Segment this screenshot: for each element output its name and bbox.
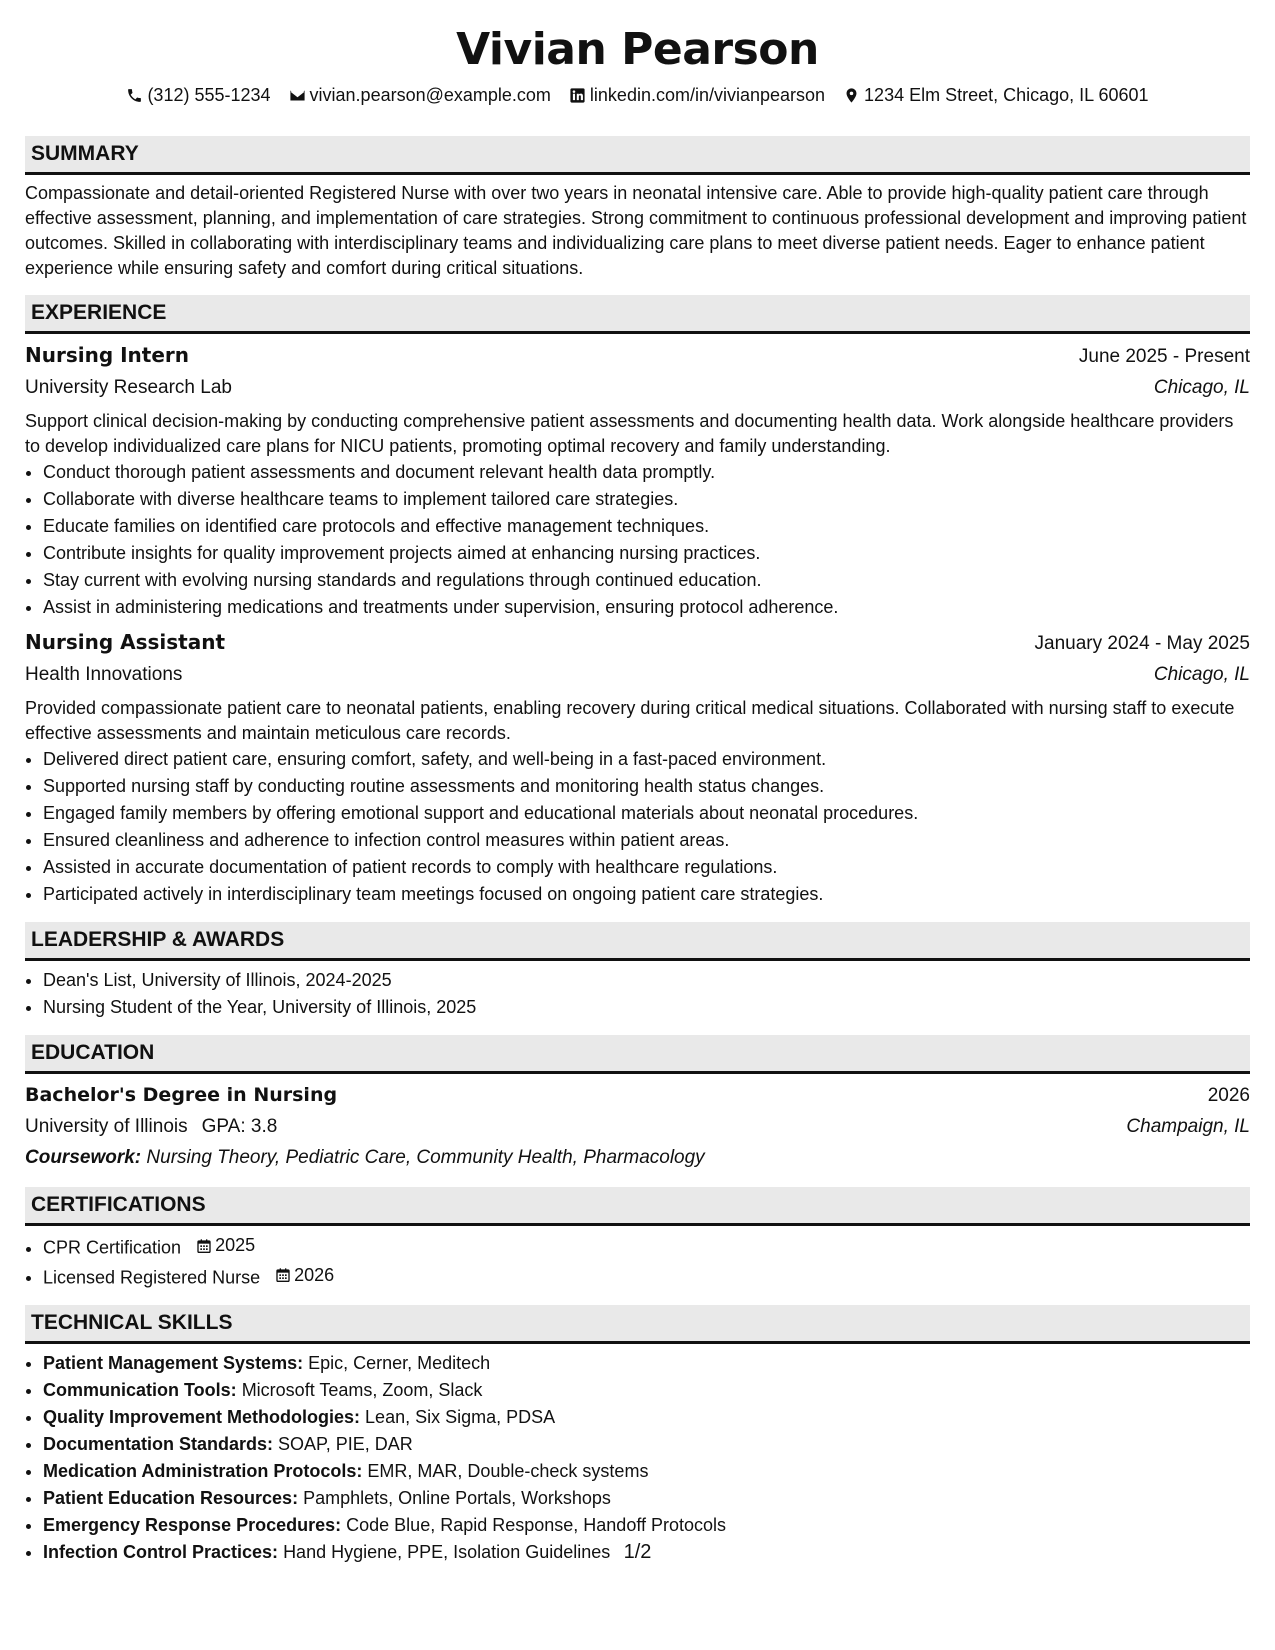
skill-value: Code Blue, Rapid Response, Handoff Protocols xyxy=(346,1515,727,1535)
education-location: Champaign, IL xyxy=(1126,1116,1250,1137)
job-dates: June 2025 - Present xyxy=(1078,346,1250,367)
skill-label: Medication Administration Protocols: xyxy=(43,1461,363,1481)
skill-value: Hand Hygiene, PPE, Isolation Guidelines xyxy=(283,1542,611,1562)
list-item: • Delivered direct patient care, ensuring comfort, safety, and well-being in a fast-paced environment. xyxy=(43,746,1250,773)
list-item: • Dean's List, University of Illinois, 2024-2025 xyxy=(43,967,1250,994)
job-location: Chicago, IL xyxy=(1153,377,1250,398)
list-item xyxy=(43,1232,1250,1262)
list-item xyxy=(43,1458,1250,1485)
job-description: Provided compassionate patient care to neonatal patients, enabling recovery during critical medical situations. Collaborated with nursing staff to execute effective assessments and maintain meticulous care records. xyxy=(25,698,1235,743)
list-item xyxy=(43,1350,1250,1377)
contact-bar xyxy=(25,82,1250,108)
certification-name: Licensed Registered Nurse xyxy=(43,1267,261,1287)
education-school: University of Illinois xyxy=(25,1116,188,1137)
phone-text: (312) 555-1234 xyxy=(147,85,271,105)
list-item xyxy=(43,1404,1250,1431)
skill-value: Epic, Cerner, Meditech xyxy=(308,1353,491,1373)
job-organization: University Research Lab xyxy=(25,377,232,398)
section-header-education: EDUCATION xyxy=(25,1035,1250,1074)
list-item: • Supported nursing staff by conducting routine assessments and monitoring health status changes. xyxy=(43,773,1250,800)
list-item: • Participated actively in interdisciplinary team meetings focused on ongoing patient care strategies. xyxy=(43,881,1250,908)
email-link[interactable]: vivian.pearson@example.com xyxy=(309,85,551,105)
education-coursework xyxy=(25,1142,1250,1173)
leadership-list xyxy=(25,967,1250,1021)
coursework-label: Coursework: xyxy=(25,1147,142,1168)
list-item: • Conduct thorough patient assessments and document relevant health data promptly. xyxy=(43,459,1250,486)
skill-value: Microsoft Teams, Zoom, Slack xyxy=(241,1380,483,1400)
phone-icon xyxy=(126,87,143,104)
list-item: • Assist in administering medications and treatments under supervision, ensuring protocol adherence. xyxy=(43,594,1250,621)
certification-year: 2025 xyxy=(215,1235,256,1255)
job-title: Nursing Intern xyxy=(25,343,190,367)
list-item: • Collaborate with diverse healthcare teams to implement tailored care strategies. xyxy=(43,486,1250,513)
skill-value: SOAP, PIE, DAR xyxy=(278,1434,413,1454)
education-year: 2026 xyxy=(1207,1085,1250,1106)
skill-label: Documentation Standards: xyxy=(43,1434,274,1454)
list-item: • Assisted in accurate documentation of patient records to comply with healthcare regulations. xyxy=(43,854,1250,881)
job-location: Chicago, IL xyxy=(1153,664,1250,685)
list-item xyxy=(43,1512,1250,1539)
linkedin-icon xyxy=(569,87,586,104)
list-item: • Nursing Student of the Year, University of Illinois, 2025 xyxy=(43,994,1250,1021)
list-item: • Stay current with evolving nursing standards and regulations through continued education. xyxy=(43,567,1250,594)
contact-linkedin[interactable] xyxy=(569,82,825,108)
list-item: • Contribute insights for quality improvement projects aimed at enhancing nursing practices. xyxy=(43,540,1250,567)
list-item xyxy=(43,1431,1250,1458)
address-text: 1234 Elm Street, Chicago, IL 60601 xyxy=(864,85,1149,105)
contact-address xyxy=(843,82,1149,108)
envelope-icon xyxy=(289,87,306,104)
section-header-certifications: CERTIFICATIONS xyxy=(25,1187,1250,1226)
job-bullets xyxy=(25,459,1250,621)
job-organization: Health Innovations xyxy=(25,664,183,685)
page-number: 1/2 xyxy=(623,1541,652,1563)
list-item: • Engaged family members by offering emotional support and educational materials about neonatal procedures. xyxy=(43,800,1250,827)
skill-value: EMR, MAR, Double-check systems xyxy=(367,1461,649,1481)
skill-value: Pamphlets, Online Portals, Workshops xyxy=(303,1488,611,1508)
skill-label: Emergency Response Procedures: xyxy=(43,1515,342,1535)
list-item: • Ensured cleanliness and adherence to infection control measures within patient areas. xyxy=(43,827,1250,854)
calendar-icon xyxy=(275,1267,291,1283)
skill-label: Patient Education Resources: xyxy=(43,1488,299,1508)
linkedin-link[interactable]: linkedin.com/in/vivianpearson xyxy=(589,85,826,105)
education-degree: Bachelor's Degree in Nursing xyxy=(25,1084,338,1106)
summary-text: Compassionate and detail-oriented Registered Nurse with over two years in neonatal intensive care. Able to provide high-quality patient care through effective assessment, planning, and implementation of care strategies. Strong commitment to continuous professional development and improving patient outcomes. Skilled in collaborating with interdisciplinary teams and individualizing care plans to meet diverse patient needs. Eager to enhance patient experience while ensuring safety and comfort during critical situations. xyxy=(25,183,1247,278)
contact-email[interactable] xyxy=(289,82,551,108)
job-dates: January 2024 - May 2025 xyxy=(1034,633,1250,654)
education-gpa: GPA: 3.8 xyxy=(201,1116,278,1137)
job-entry xyxy=(25,340,1250,621)
list-item xyxy=(43,1262,1250,1292)
candidate-name: Vivian Pearson xyxy=(456,24,819,75)
calendar-icon xyxy=(196,1238,212,1254)
job-title: Nursing Assistant xyxy=(25,630,226,654)
certification-name: CPR Certification xyxy=(43,1237,182,1258)
certifications-list xyxy=(25,1232,1250,1291)
certification-year: 2026 xyxy=(294,1264,335,1285)
map-pin-icon xyxy=(843,87,860,104)
list-item: • Educate families on identified care protocols and effective management techniques. xyxy=(43,513,1250,540)
skill-value: Lean, Six Sigma, PDSA xyxy=(365,1407,556,1427)
coursework-list: Nursing Theory, Pediatric Care, Community Health, Pharmacology xyxy=(146,1147,705,1168)
skill-label: Quality Improvement Methodologies: xyxy=(43,1407,361,1427)
contact-phone xyxy=(126,82,270,108)
skill-label: Patient Management Systems: xyxy=(43,1353,304,1373)
skill-label: Infection Control Practices: xyxy=(43,1542,279,1562)
list-item xyxy=(43,1485,1250,1512)
skill-label: Communication Tools: xyxy=(43,1380,237,1400)
list-item xyxy=(43,1377,1250,1404)
section-header-summary: SUMMARY xyxy=(25,136,1250,175)
skills-list xyxy=(25,1350,1250,1566)
section-header-leadership: LEADERSHIP & AWARDS xyxy=(25,922,1250,961)
section-header-experience: EXPERIENCE xyxy=(25,295,1250,334)
section-header-skills: TECHNICAL SKILLS xyxy=(25,1305,1250,1344)
job-entry xyxy=(25,627,1250,908)
job-description: Support clinical decision-making by conducting comprehensive patient assessments and documenting health data. Work alongside healthcare providers to develop individualized care plans for NICU patients, promoting optimal recovery and family understanding. xyxy=(25,411,1234,456)
job-bullets xyxy=(25,746,1250,908)
